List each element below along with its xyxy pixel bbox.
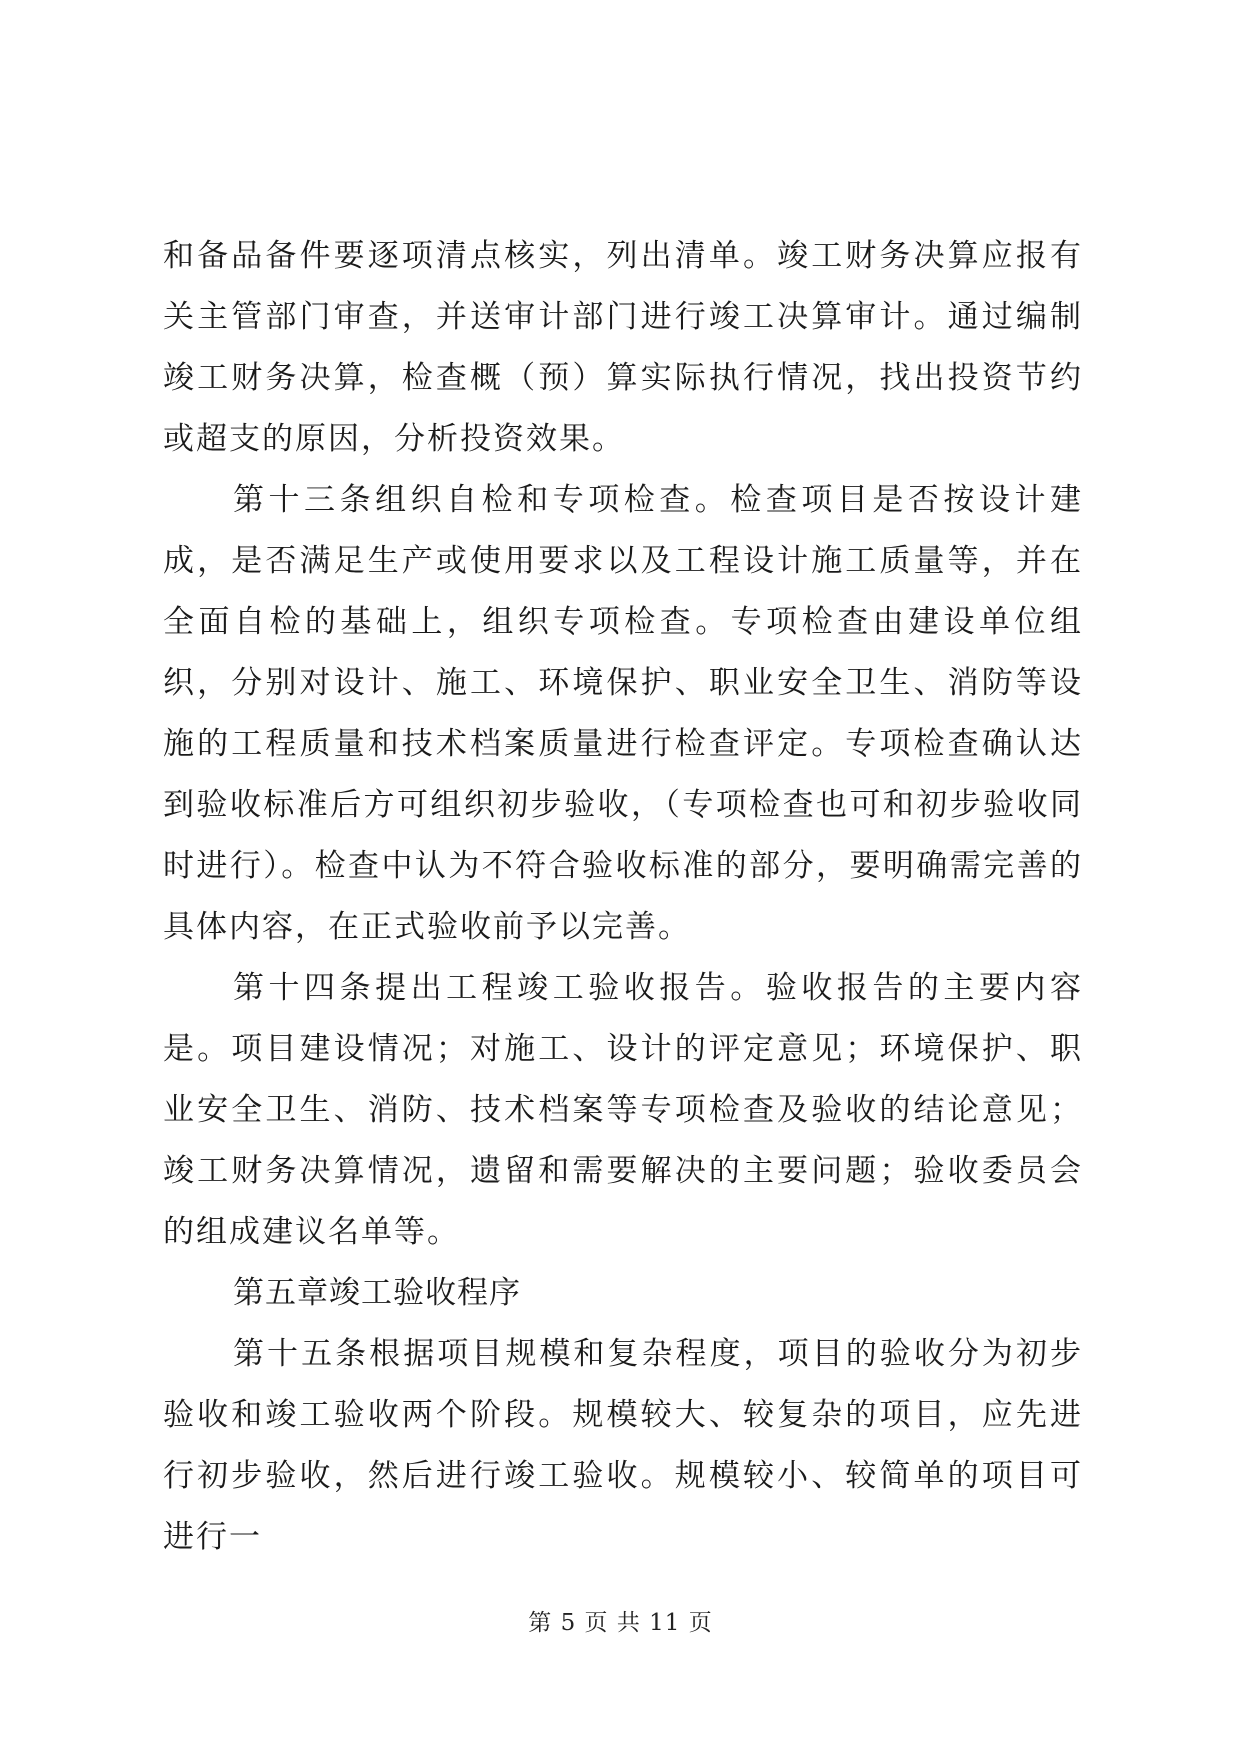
chapter-heading: 第五章竣工验收程序	[233, 1275, 521, 1311]
page-footer: 第 5 页 共 11 页	[528, 1610, 713, 1636]
paragraph-continuation: 和备品备件要逐项清点核实，列出清单。竣工财务决算应报有关主管部门审查，并送审计部门进行竣工决算审计。通过编制竣工财务决算，检查概（预）算实际执行情况，找出投资节约或超支的原因，分析投资效果。	[163, 238, 1083, 457]
document-body	[163, 226, 1083, 1568]
paragraph-article-14: 第十四条提出工程竣工验收报告。验收报告的主要内容是。项目建设情况；对施工、设计的评定意见；环境保护、职业安全卫生、消防、技术档案等专项检查及验收的结论意见；竣工财务决算情况，遗留和需要解决的主要问题；验收委员会的组成建议名单等。	[163, 970, 1083, 1250]
paragraph-article-13: 第十三条组织自检和专项检查。检查项目是否按设计建成，是否满足生产或使用要求以及工程设计施工质量等，并在全面自检的基础上，组织专项检查。专项检查由建设单位组织，分别对设计、施工、环境保护、职业安全卫生、消防等设施的工程质量和技术档案质量进行检查评定。专项检查确认达到验收标准后方可组织初步验收，（专项检查也可和初步验收同时进行）。检查中认为不符合验收标准的部分，要明确需完善的具体内容，在正式验收前予以完善。	[163, 482, 1083, 945]
paragraph-article-15: 第十五条根据项目规模和复杂程度，项目的验收分为初步验收和竣工验收两个阶段。规模较大、较复杂的项目，应先进行初步验收，然后进行竣工验收。规模较小、较简单的项目可进行一	[163, 1336, 1083, 1555]
